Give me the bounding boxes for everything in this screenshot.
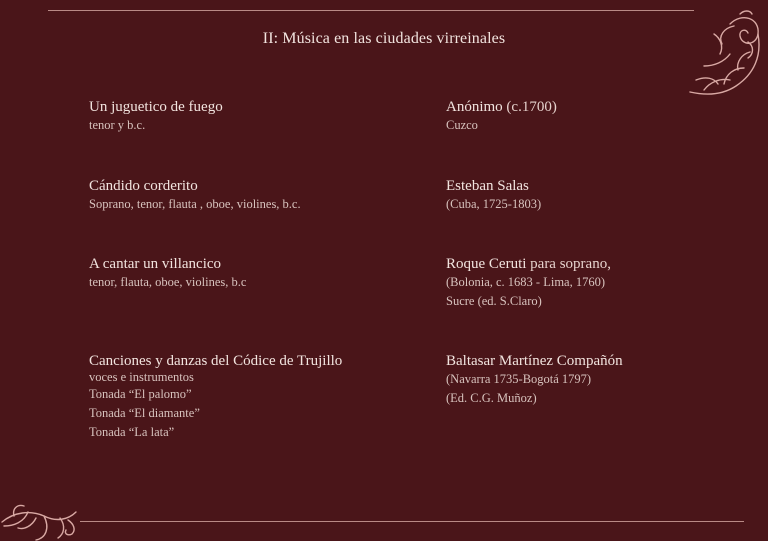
composer-note: para soprano, bbox=[526, 256, 611, 272]
composer-name: Esteban Salas bbox=[446, 178, 529, 194]
work-entry-1 bbox=[89, 98, 223, 134]
page-title: II: Música en las ciudades virreinales bbox=[262, 30, 506, 47]
composer-note: (c.1700) bbox=[502, 99, 557, 115]
composer-entry-2 bbox=[446, 177, 541, 213]
composer-detail: (Bolonia, c. 1683 - Lima, 1760) bbox=[446, 275, 605, 289]
composer-detail: (Navarra 1735-Bogotá 1797) bbox=[446, 372, 592, 386]
work-entry-3 bbox=[89, 255, 246, 291]
composer-detail: (Cuba, 1725-1803) bbox=[446, 197, 542, 211]
work-title: Un juguetico de fuego bbox=[89, 99, 223, 115]
work-detail: Tonada “El palomo” bbox=[89, 387, 192, 401]
composer-entry-3 bbox=[446, 255, 611, 311]
composer-name: Baltasar Martínez Compañón bbox=[446, 353, 623, 369]
work-detail: Soprano, tenor, flauta , oboe, violines, b.c. bbox=[89, 197, 301, 211]
work-entry-2 bbox=[89, 177, 301, 213]
work-detail: voces e instrumentos bbox=[89, 370, 194, 384]
top-rule bbox=[48, 10, 694, 11]
composer-detail: Cuzco bbox=[446, 118, 478, 132]
composer-name-line bbox=[446, 98, 557, 116]
composer-detail: Sucre (ed. S.Claro) bbox=[446, 294, 542, 308]
composer-name: Roque Ceruti bbox=[446, 256, 527, 272]
work-detail: tenor y b.c. bbox=[89, 118, 146, 132]
composer-detail: (Ed. C.G. Muñoz) bbox=[446, 391, 537, 405]
composer-name-line bbox=[446, 177, 541, 195]
composer-entry-1 bbox=[446, 98, 557, 134]
composer-name: Anónimo bbox=[446, 99, 503, 115]
work-title: Cándido corderito bbox=[89, 178, 198, 194]
work-title: A cantar un villancico bbox=[89, 256, 222, 272]
composer-name-line bbox=[446, 255, 611, 273]
bottom-rule bbox=[80, 521, 744, 522]
top-right-ornament-icon bbox=[684, 6, 764, 98]
bottom-left-ornament-icon bbox=[0, 498, 80, 541]
work-detail: tenor, flauta, oboe, violines, b.c bbox=[89, 275, 247, 289]
work-entry-4 bbox=[89, 352, 342, 442]
work-detail: Tonada “El diamante” bbox=[89, 406, 200, 420]
work-title: Canciones y danzas del Códice de Trujillo bbox=[89, 353, 343, 369]
composer-name-line bbox=[446, 352, 623, 370]
work-detail: Tonada “La lata” bbox=[89, 425, 175, 439]
composer-entry-4 bbox=[446, 352, 623, 408]
